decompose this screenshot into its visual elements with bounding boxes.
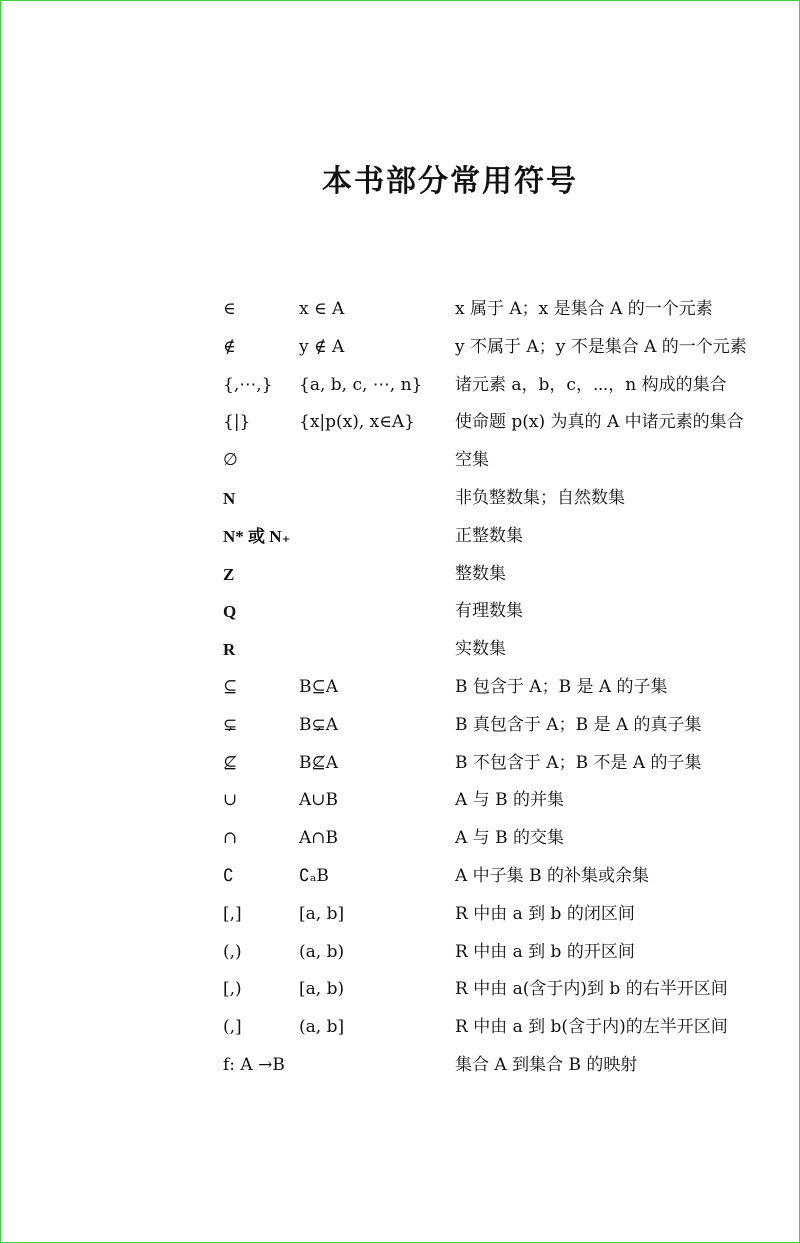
example-cell: {x|p(x), x∈A} [299,412,415,433]
example-cell: {a, b, c, ⋯, n} [299,374,423,395]
symbol-cell: N* 或 N₊ [223,526,291,546]
symbol-cell: {|} [223,412,251,433]
example-cell: [a, b) [299,979,345,1000]
meaning-cell: A 中子集 B 的补集或余集 [455,865,649,886]
symbol-cell: ⊆ [223,676,238,697]
symbol-cell: {,⋯,} [223,374,273,395]
meaning-cell: 集合 A 到集合 B 的映射 [455,1054,638,1075]
meaning-cell: 有理数集 [455,601,523,622]
example-cell: ∁ₐB [299,865,329,886]
meaning-cell: 非负整数集；自然数集 [455,487,625,508]
example-cell: y ∉ A [299,336,345,357]
example-cell: B⊈A [299,752,339,773]
example-cell: (a, b) [299,941,345,962]
meaning-cell: R 中由 a(含于内)到 b 的右半开区间 [455,979,728,1000]
meaning-cell: 使命题 p(x) 为真的 A 中诸元素的集合 [455,412,744,433]
symbol-cell: (,] [223,1017,242,1038]
example-cell: x ∈ A [299,299,345,319]
symbol-cell: [,) [223,979,242,1000]
meaning-cell: 正整数集 [455,525,523,546]
meaning-cell: R 中由 a 到 b(含于内)的左半开区间 [455,1017,728,1038]
symbol-cell: Q [223,602,237,622]
example-cell: (a, b] [299,1017,345,1038]
page-title: 本书部分常用符号 [322,164,578,199]
meaning-cell: 实数集 [455,639,506,660]
symbol-cell: ∩ [223,828,238,849]
symbol-cell: ∁ [223,865,234,886]
symbol-cell: f: A →B [223,1054,285,1075]
meaning-cell: x 属于 A；x 是集合 A 的一个元素 [455,299,713,319]
meaning-cell: B 不包含于 A；B 不是 A 的子集 [455,752,702,773]
meaning-cell: 整数集 [455,563,506,584]
symbol-cell: Z [223,564,235,584]
meaning-cell: R 中由 a 到 b 的闭区间 [455,903,635,924]
meaning-cell: A 与 B 的交集 [455,828,564,849]
meaning-cell: R 中由 a 到 b 的开区间 [455,941,635,962]
example-cell: [a, b] [299,903,345,924]
example-cell: A∪B [299,790,339,811]
meaning-cell: 诸元素 a，b，c，⋯，n 构成的集合 [455,374,727,395]
symbol-cell: ∉ [223,336,236,357]
symbol-cell: ∅ [223,450,238,471]
meaning-cell: A 与 B 的并集 [455,790,564,811]
meaning-cell: B 真包含于 A；B 是 A 的真子集 [455,714,702,735]
example-cell: A∩B [299,828,339,849]
meaning-cell: y 不属于 A；y 不是集合 A 的一个元素 [455,336,747,357]
example-cell: B⊆A [299,676,339,697]
symbol-cell: (,) [223,941,242,962]
symbol-cell: ⊈ [223,752,238,773]
symbol-cell: N [223,488,236,508]
symbol-cell: ∈ [223,299,236,319]
symbol-cell: ⊊ [223,714,238,735]
symbol-cell: R [223,640,236,660]
example-cell: B⊊A [299,714,339,735]
symbol-cell: ∪ [223,790,238,811]
meaning-cell: 空集 [455,450,489,471]
symbol-cell: [,] [223,903,242,924]
meaning-cell: B 包含于 A；B 是 A 的子集 [455,676,668,697]
